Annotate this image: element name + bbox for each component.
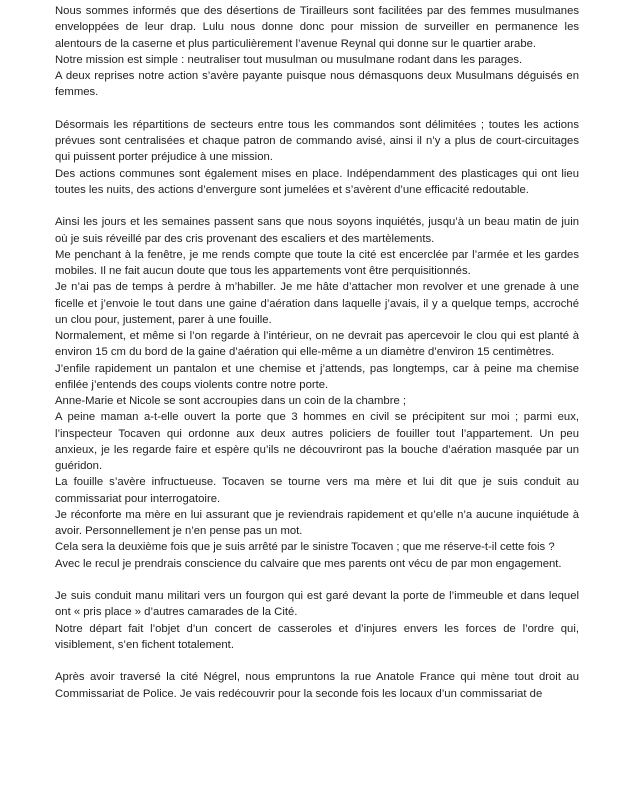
paragraph: Notre départ fait l’objet d’un concert de casseroles et d’injures envers les forces de l’ordre qui, visiblement, s’en fichent totalement. (55, 622, 579, 651)
paragraph: A deux reprises notre action s’avère payante puisque nous démasquons deux Musulmans déguisés en femmes. (55, 70, 579, 99)
paragraph: Anne-Marie et Nicole se sont accroupies dans un coin de la chambre ; (55, 395, 407, 407)
paragraph: Je suis conduit manu militari vers un fourgon qui est garé devant la porte de l’immeuble et dans lequel ont « pris place » d’autres camarades de la Cité. (55, 590, 579, 619)
paragraph: Cela sera la deuxième fois que je suis arrêté par le sinistre Tocaven ; que me réserve-t-il cette fois ? (55, 541, 555, 554)
paragraph: A peine maman a-t-elle ouvert la porte que 3 hommes en civil se précipitent sur moi ; parmi eux, l’inspecteur Tocaven qui ordonne aux deux autres policiers de fouiller tout l’appartement. Un peu anxieux, je les regarde faire et espère qu’ils ne découvriront pas la bouche d’aération masquée par un guéridon. (55, 411, 579, 472)
paragraph: Je réconforte ma mère en lui assurant que je reviendrais rapidement et qu’elle n’a aucune inquiétude à avoir. Personnellement je n’en pense pas un mot. (55, 508, 579, 537)
document-page (55, 0, 579, 702)
paragraph: Me penchant à la fenêtre, je me rends compte que toute la cité est encerclée par l’armée et les gardes mobiles. Il ne fait aucun doute que tous les appartements vont être perquisitionnés. (55, 248, 579, 277)
paragraph: J’enfile rapidement un pantalon et une chemise et j’attends, pas longtemps, car à peine ma chemise enfilée j’entends des coups violents contre notre porte. (55, 362, 579, 391)
paragraph: Je n’ai pas de temps à perdre à m’habiller. Je me hâte d’attacher mon revolver et une grenade à une ficelle et j’envoie le tout dans une gaine d’aération dans laquelle j’avais, il y a quelque temps, accroché un clou pour, justement, parer à une fouille. (55, 281, 579, 326)
paragraph: La fouille s’avère infructueuse. Tocaven se tourne vers ma mère et lui dit que je suis conduit au commissariat pour interrogatoire. (55, 476, 579, 505)
paragraph: Normalement, et même si l’on regarde à l’intérieur, on ne devrait pas apercevoir le clou qui est planté à environ 15 cm du bord de la gaine d’aération qui elle-même a un diamètre d’environ 15 centimètres. (55, 330, 579, 359)
paragraph: Notre mission est simple : neutraliser tout musulman ou musulmane rodant dans les parages. (55, 53, 523, 66)
paragraph: Nous sommes informés que des désertions de Tirailleurs sont facilitées par des femmes musulmanes enveloppées de leur drap. Lulu nous donne donc pour mission de surveiller en permanence les alentours de la caserne et plus particulièrement l’avenue Reynal qui donne sur le quartier arabe. (55, 5, 579, 50)
paragraph: Désormais les répartitions de secteurs entre tous les commandos sont délimitées ; toutes les actions prévues sont centralisées et chaque patron de commando avisé, ainsi il n’y a plus de court-circuitages qui puissent porter préjudice à une mission. (55, 118, 579, 164)
paragraph: Ainsi les jours et les semaines passent sans que nous soyons inquiétés, jusqu’à un beau matin de juin où je suis réveillé par des cris provenant des escaliers et des martèlements. (55, 216, 579, 245)
paragraph: Avec le recul je prendrais conscience du calvaire que mes parents ont vécu de par mon engagement. (55, 557, 562, 570)
paragraph: Après avoir traversé la cité Négrel, nous empruntons la rue Anatole France qui mène tout droit au Commissariat de Police. Je vais redécouvrir pour la seconde fois les locaux d’un commissariat de (55, 671, 579, 700)
paragraph: Des actions communes sont également mises en place. Indépendamment des plasticages qui ont lieu toutes les nuits, des actions d’envergure sont jumelées et s’avèrent d’une efficacité redoutable. (55, 167, 579, 196)
